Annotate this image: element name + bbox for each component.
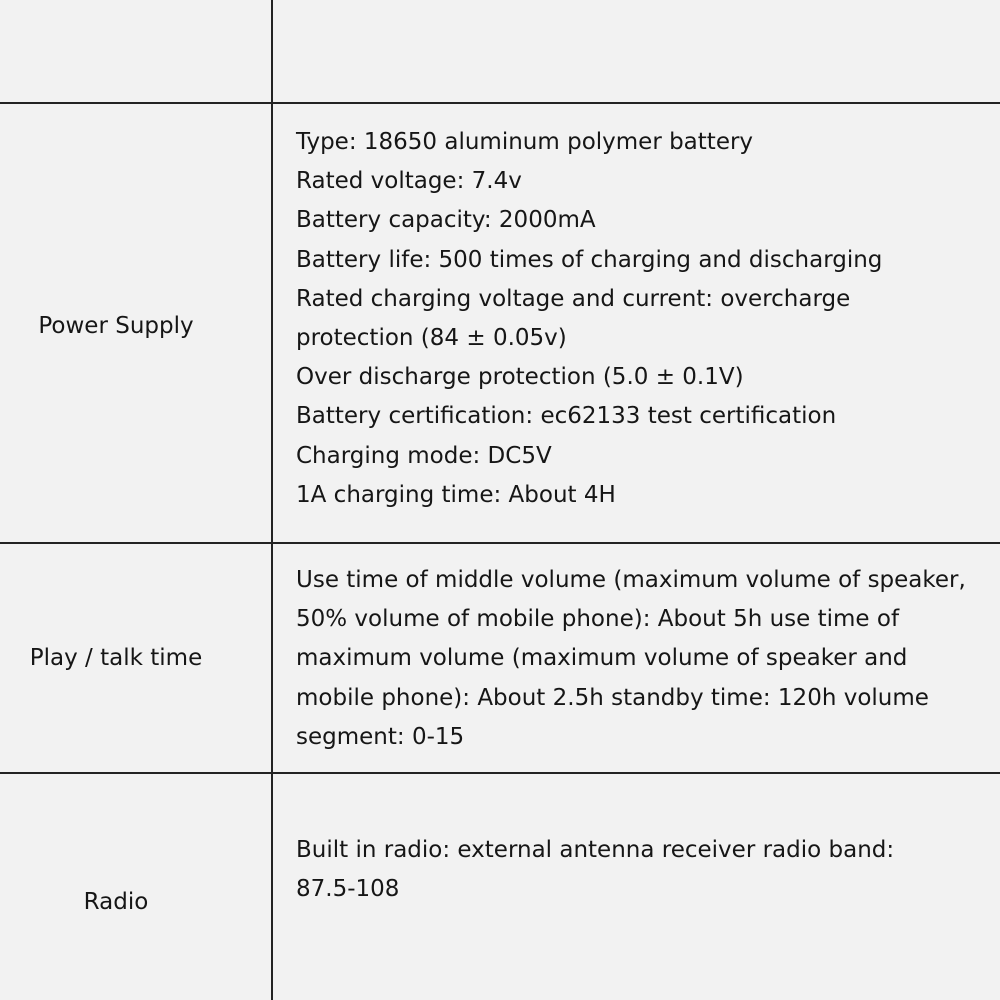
spec-line: maximum volume (maximum volume of speaker and (296, 645, 908, 672)
spec-line: Battery certification: ec62133 test certification (296, 403, 837, 430)
row-label-power-supply: Power Supply (38, 313, 194, 339)
spec-line: Use time of middle volume (maximum volume of speaker, (296, 567, 966, 593)
spec-line: segment: 0-15 (296, 723, 465, 750)
row-label-radio: Radio (83, 889, 149, 915)
spec-line: Built in radio: external antenna receiver radio band: (296, 837, 895, 863)
column-divider (271, 0, 273, 1000)
spec-line: 1A charging time: About 4H (296, 481, 616, 508)
spec-line: Rated charging voltage and current: overcharge (296, 285, 851, 312)
spec-line: mobile phone): About 2.5h standby time: 120h volume (296, 684, 929, 711)
spec-line: protection (84 ± 0.05v) (296, 324, 567, 351)
spec-line: Type: 18650 aluminum polymer battery (296, 129, 754, 155)
spec-line: Rated voltage: 7.4v (296, 168, 522, 195)
row-content-play-talk-time (296, 561, 986, 757)
spec-line: Charging mode: DC5V (296, 442, 552, 469)
row-label-play-talk-time: Play / talk time (29, 645, 203, 671)
row-divider (0, 772, 1000, 774)
spec-line: Battery life: 500 times of charging and discharging (296, 246, 883, 273)
spec-line: 50% volume of mobile phone): About 5h use time of (296, 606, 900, 633)
row-content-radio (296, 831, 986, 909)
spec-line: Over discharge protection (5.0 ± 0.1V) (296, 364, 744, 391)
row-divider (0, 542, 1000, 544)
row-content-power-supply (296, 123, 986, 515)
spec-line: 87.5-108 (296, 876, 400, 903)
spec-line: Battery capacity: 2000mA (296, 207, 596, 234)
row-divider (0, 102, 1000, 104)
